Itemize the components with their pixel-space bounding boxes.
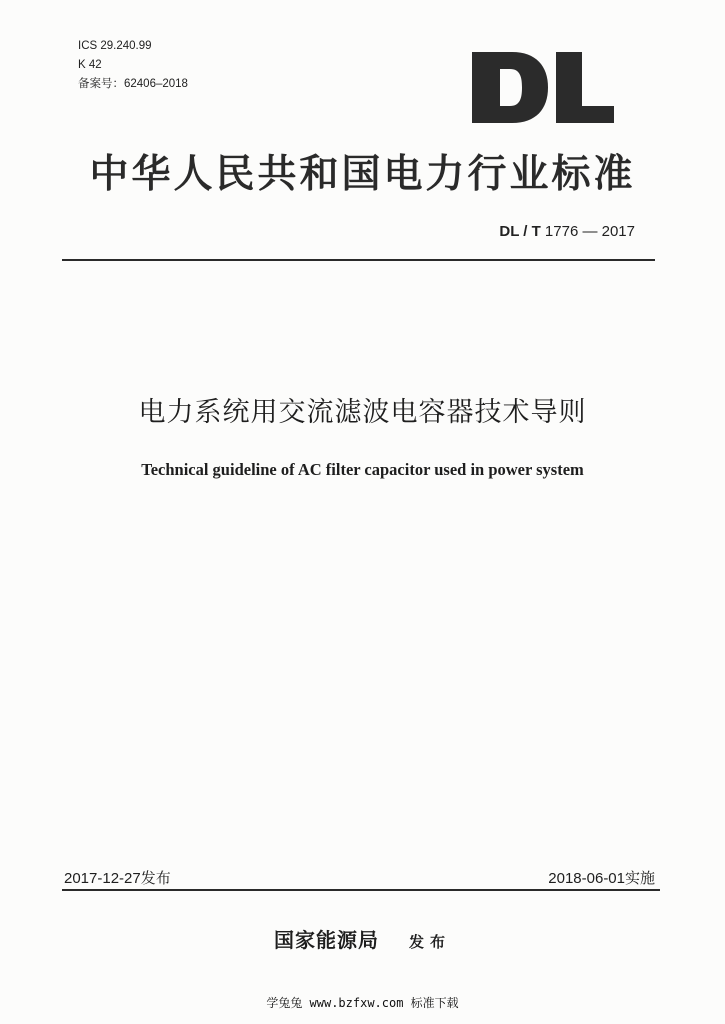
standard-code: DL / T	[499, 223, 541, 240]
implementation-date: 2018-06-01实施	[548, 870, 655, 887]
dl-logo-letter-l	[556, 52, 614, 123]
standard-number-year: 1776 — 2017	[544, 223, 635, 240]
dl-logo-letter-d	[472, 52, 548, 123]
issue-date: 2017-12-27发布	[64, 870, 171, 887]
standard-number	[499, 223, 635, 240]
publish-label: 发布	[408, 933, 451, 951]
top-divider	[62, 259, 655, 261]
publisher-name: 国家能源局	[273, 928, 379, 952]
industry-standard-heading: 中华人民共和国电力行业标准	[89, 152, 636, 197]
dl-logo	[470, 50, 615, 125]
publisher-line	[0, 924, 725, 953]
filing-number: 备案号：62406–2018	[78, 78, 188, 90]
document-title-chinese: 电力系统用交流滤波电容器技术导则	[138, 397, 587, 428]
date-row	[62, 867, 655, 889]
ics-code: ICS 29.240.99	[78, 40, 152, 52]
bottom-divider	[62, 889, 660, 891]
classification-block	[78, 37, 188, 94]
ccs-code: K 42	[78, 59, 102, 71]
download-watermark: 学兔兔 www.bzfxw.com 标准下载	[266, 996, 459, 1010]
document-title-english: Technical guideline of AC filter capacitor used in power system	[141, 460, 584, 479]
